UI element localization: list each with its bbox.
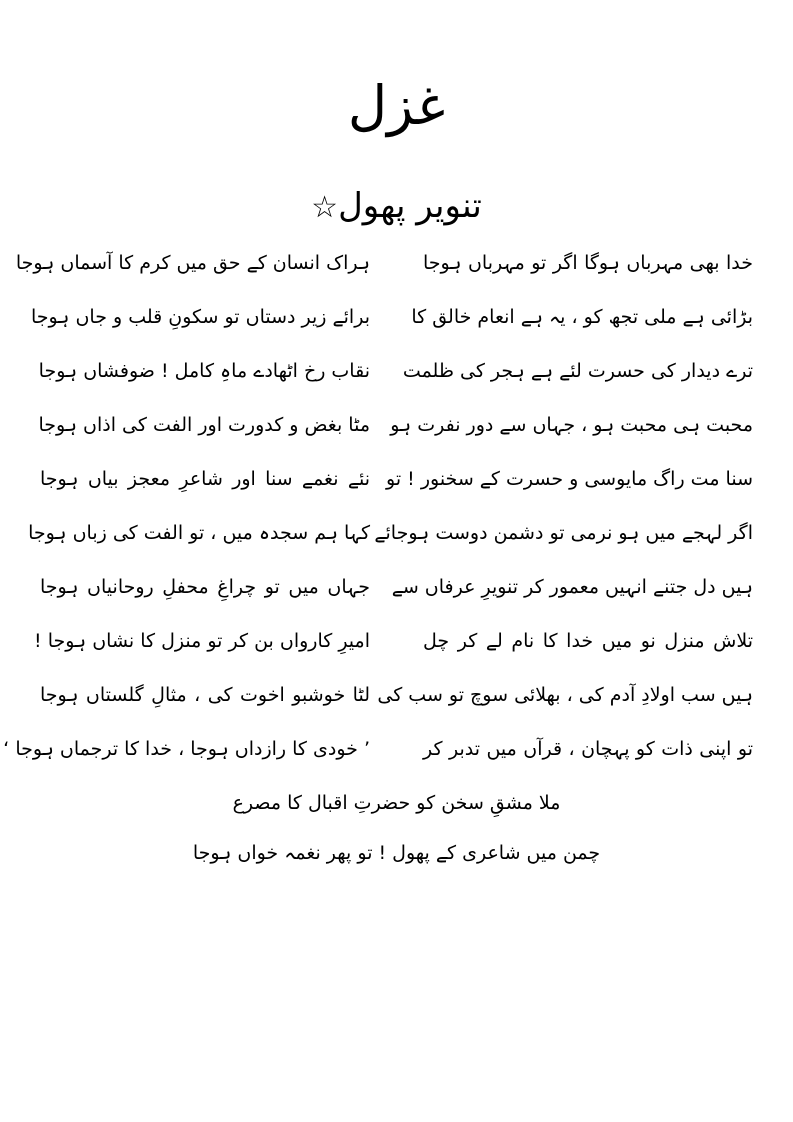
couplet-first-line: ترے دیدار کی حسرت لئے ہے ہجر کی ظلمت (402, 360, 753, 382)
couplet (40, 398, 753, 452)
couplet-first-line: ہیں دل جتنے انہیں معمور کر تنویرِ عرفاں سے (391, 576, 753, 598)
couplet (34, 614, 753, 668)
couplet-first-line: بڑائی ہے ملی تجھ کو ، یہ ہے انعام خالق کا (411, 306, 753, 328)
couplet-list (3, 236, 753, 776)
couplet (3, 722, 753, 776)
couplet-second-line: ’ خودی کا رازداں ہوجا ، خدا کا ترجماں ہوجا ‘ (3, 738, 370, 760)
couplet-first-line: ہیں سب اولادِ آدم کی ، بھلائی سوچ تو سب کی (377, 684, 753, 706)
couplet (40, 560, 753, 614)
couplet-second-line: جہاں میں تو چراغِ محفلِ روحانیاں ہوجا (40, 576, 370, 598)
couplet-second-line: برائے زیر دستاں تو سکونِ قلب و جاں ہوجا (30, 306, 370, 328)
couplet (15, 236, 753, 290)
page-title: غزل (347, 74, 446, 137)
couplet-first-line: تلاش منزل نو میں خدا کا نام لے کر چل (423, 630, 753, 652)
couplet-first-line: تو اپنی ذات کو پہچان ، قرآں میں تدبر کر (423, 738, 753, 760)
poet-name-line (0, 176, 793, 236)
couplet-first-line: اگر لہجے میں ہو نرمی تو دشمن دوست ہوجائے (374, 522, 753, 544)
couplet-second-line: کہا ہم سجدہ میں ، تو الفت کی زباں ہوجا (28, 522, 370, 544)
couplet (40, 452, 753, 506)
couplet-second-line: امیرِ کارواں بن کر تو منزل کا نشاں ہوجا ! (34, 630, 370, 652)
couplet-second-line: نقاب رخ اٹھادے ماہِ کامل ! ضوفشاں ہوجا (38, 360, 370, 382)
star-icon: ☆ (311, 190, 339, 225)
closing-line-2: چمن میں شاعری کے پھول ! تو پھر نغمہ خواں ہوجا (192, 842, 601, 864)
couplet-second-line: نئے نغمے سنا اور شاعرِ معجز بیاں ہوجا (40, 468, 370, 490)
couplet-first-line: محبت ہی محبت ہو ، جہاں سے دور نفرت ہو (390, 414, 753, 436)
couplet-first-line: خدا بھی مہرباں ہوگا اگر تو مہرباں ہوجا (423, 252, 753, 274)
closing-line-1: ملا مشقِ سخن کو حضرتِ اقبال کا مصرع (232, 792, 561, 814)
couplet-second-line: مٹا بغض و کدورت اور الفت کی اذاں ہوجا (38, 414, 370, 436)
poet-name: تنویر پھول (338, 186, 482, 226)
couplet (40, 344, 753, 398)
couplet (40, 668, 753, 722)
couplet (30, 290, 753, 344)
closing-couplet (0, 778, 793, 878)
couplet-second-line: لٹا خوشبو اخوت کی ، مثالِ گلستاں ہوجا (40, 684, 370, 706)
couplet-first-line: سنا مت راگ مایوسی و حسرت کے سخنور ! تو (386, 468, 753, 490)
couplet-second-line: ہراک انسان کے حق میں کرم کا آسماں ہوجا (15, 252, 370, 274)
couplet (28, 506, 753, 560)
